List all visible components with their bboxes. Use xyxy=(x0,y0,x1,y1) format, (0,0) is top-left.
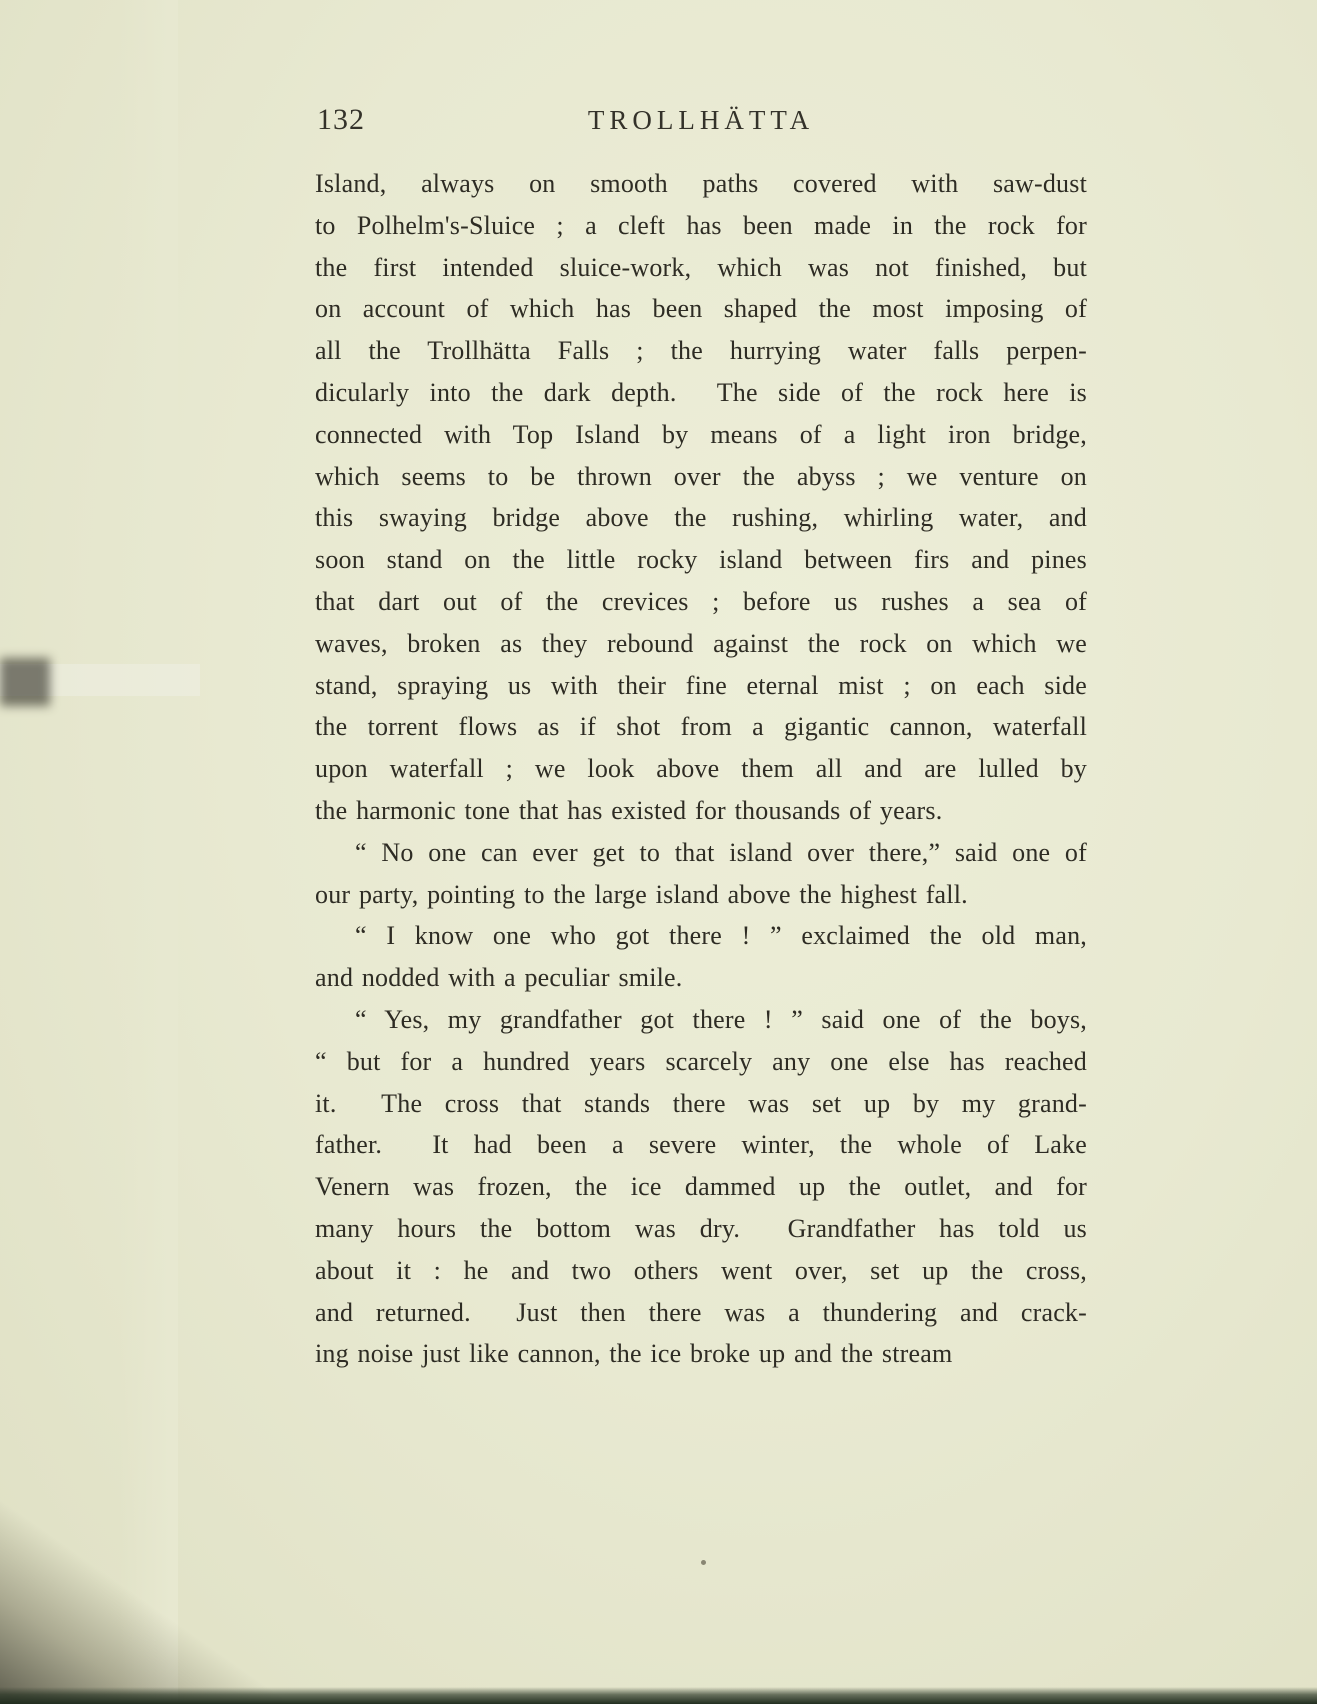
text-line: all the Trollhätta Falls ; the hurrying water falls perpen- xyxy=(315,336,1087,366)
text-line: to Polhelm's-Sluice ; a cleft has been made in the rock for xyxy=(315,210,1087,240)
page-body xyxy=(315,163,1087,1375)
text-line: which seems to be thrown over the abyss ; we venture on xyxy=(315,461,1087,491)
text-line: this swaying bridge above the rushing, whirling water, and xyxy=(315,503,1087,533)
text-line: soon stand on the little rocky island between firs and pines xyxy=(315,545,1087,575)
text-line: waves, broken as they rebound against the rock on which we xyxy=(315,628,1087,658)
text-line: many hours the bottom was dry. Grandfather has told us xyxy=(315,1213,1087,1243)
text-line: and returned. Just then there was a thundering and crack- xyxy=(315,1297,1087,1327)
text-line: our party, pointing to the large island above the highest fall. xyxy=(315,879,968,909)
paragraph xyxy=(315,832,1087,916)
text-line: connected with Top Island by means of a light iron bridge, xyxy=(315,419,1087,449)
text-line: the harmonic tone that has existed for thousands of years. xyxy=(315,795,943,825)
text-line: Venern was frozen, the ice dammed up the outlet, and for xyxy=(315,1172,1087,1202)
text-line: the torrent flows as if shot from a gigantic cannon, waterfall xyxy=(315,712,1087,742)
text-line: “ Yes, my grandfather got there ! ” said one of the boys, xyxy=(355,1004,1087,1034)
ink-smudge xyxy=(0,658,50,706)
text-line: “ I know one who got there ! ” exclaimed the old man, xyxy=(355,921,1087,951)
paragraph xyxy=(315,163,1087,832)
scan-bottom-edge xyxy=(0,1687,1317,1704)
text-line: and nodded with a peculiar smile. xyxy=(315,963,683,993)
text-line: that dart out of the crevices ; before us rushes a sea of xyxy=(315,586,1087,616)
text-line: the first intended sluice-work, which was not finished, but xyxy=(315,252,1087,282)
text-line: dicularly into the dark depth. The side of the rock here is xyxy=(315,377,1087,407)
page-number: 132 xyxy=(317,103,365,136)
text-line: ing noise just like cannon, the ice broke up and the stream xyxy=(315,1339,953,1369)
text-line: “ No one can ever get to that island over there,” said one of xyxy=(355,837,1087,867)
paragraph xyxy=(315,999,1087,1375)
text-line: about it : he and two others went over, set up the cross, xyxy=(315,1255,1087,1285)
paragraph xyxy=(315,915,1087,999)
text-line: “ but for a hundred years scarcely any one else has reached xyxy=(315,1046,1087,1076)
text-line: upon waterfall ; we look above them all and are lulled by xyxy=(315,754,1087,784)
page-header xyxy=(315,103,1087,143)
text-line: it. The cross that stands there was set up by my grand- xyxy=(315,1088,1087,1118)
running-head: TROLLHÄTTA xyxy=(587,105,815,135)
paper-speck xyxy=(701,1560,706,1565)
bottom-left-corner-shadow xyxy=(0,1434,310,1704)
text-line: father. It had been a severe winter, the whole of Lake xyxy=(315,1130,1087,1160)
text-line: on account of which has been shaped the most imposing of xyxy=(315,294,1087,324)
text-line: Island, always on smooth paths covered with saw-dust xyxy=(315,169,1087,198)
text-line: stand, spraying us with their fine eternal mist ; on each side xyxy=(315,670,1087,700)
